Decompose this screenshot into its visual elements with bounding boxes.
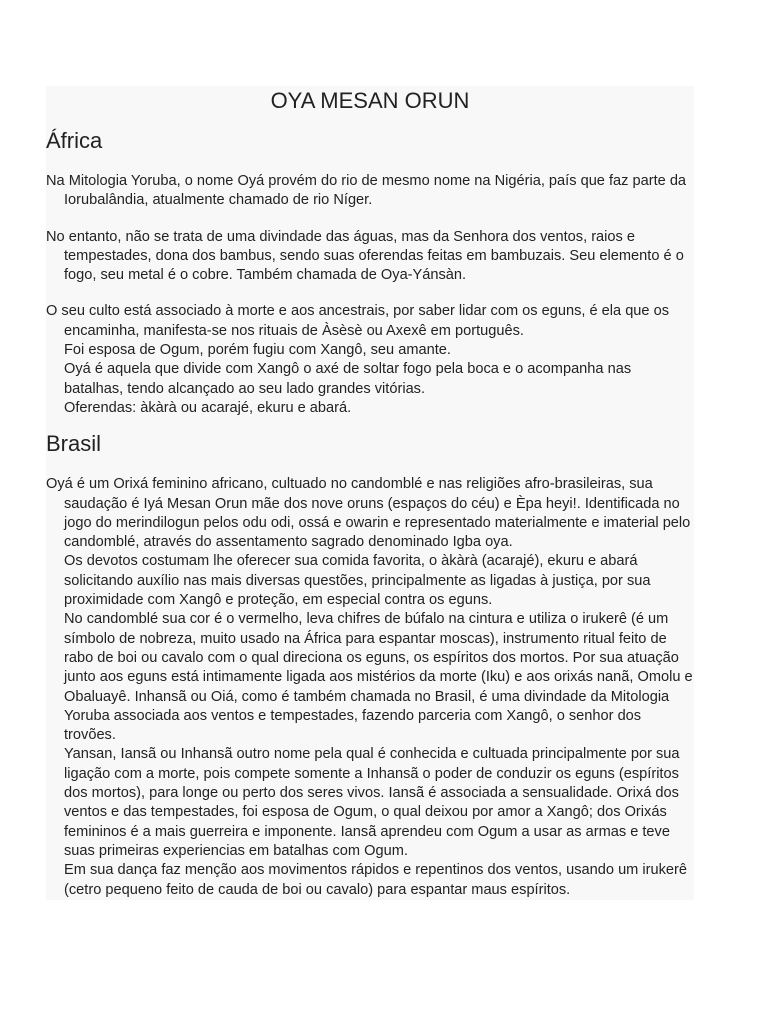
- africa-paragraph-3: [46, 302, 694, 418]
- africa-paragraph-2: No entanto, não se trata de uma divindade das águas, mas da Senhora dos ventos, raios e tempestades, dona dos bambus, sendo suas oferendas feitas em bambuzais. Seu elemento é o fogo, seu metal é o cobre. Também chamada de Oya-Yánsàn.: [46, 228, 684, 284]
- brasil-paragraph-line-4: Yansan, Iansã ou Inhansã outro nome pela qual é conhecida e cultuada principalmente por sua ligação com a morte, pois compete somente a Inhansã o poder de conduzir os eguns (espíritos dos mortos), para longe ou perto dos seres vivos. Iansã é associada a sensualidade. Orixá dos ventos e das tempestades, foi esposa de Ogum, o qual deixou por amor a Xangô; dos Orixás femininos é a mais guerreira e imponente. Iansã aprendeu com Ogum a usar as armas e teve suas primeiras experiencias em batalhas com Ogum.: [64, 746, 680, 859]
- africa-paragraph-3-line-4: Oferendas: àkàrà ou acarajé, ekuru e abará.: [64, 399, 352, 416]
- page-title: OYA MESAN ORUN: [270, 88, 470, 113]
- africa-paragraph-3-line-3: Oyá é aquela que divide com Xangô o axé de soltar fogo pela boca e o acompanha nas batalhas, tendo alcançado ao seu lado grandes vitórias.: [64, 361, 632, 397]
- africa-paragraph-3-line-2: Foi esposa de Ogum, porém fugiu com Xangô, seu amante.: [64, 342, 451, 359]
- document-page: [46, 86, 694, 900]
- africa-paragraph-3-line-1: O seu culto está associado à morte e aos ancestrais, por saber lidar com os eguns, é ela que os encaminha, manifesta-se nos rituais de Àsèsè ou Axexê em português.: [46, 303, 670, 339]
- brasil-paragraph-line-2: Os devotos costumam lhe oferecer sua comida favorita, o àkàrà (acarajé), ekuru e abará solicitando auxílio nas mais diversas questões, principalmente as ligadas à justiça, por sua proximidade com Xangô e proteção, em especial contra os eguns.: [64, 553, 651, 609]
- brasil-paragraph-line-5: Em sua dança faz menção aos movimentos rápidos e repentinos dos ventos, usando um irukerê (cetro pequeno feito de cauda de boi ou cavalo) para espantar maus espíritos.: [64, 862, 688, 898]
- brasil-paragraph-line-3: No candomblé sua cor é o vermelho, leva chifres de búfalo na cintura e utiliza o irukerê (é um símbolo de nobreza, muito usado na África para espantar moscas), instrumento ritual feito de rabo de boi ou cavalo com o qual direciona os eguns, os espíritos dos mortos. Por sua atuação junto aos eguns está intimamente ligada aos mistérios da morte (Iku) e aos orixás nanã, Omolu e Obaluayê. Inhansã ou Oiá, como é também chamada no Brasil, é uma divindade da Mitologia Yoruba associada aos ventos e tempestades, fazendo parceria com Xangô, o senhor dos trovões.: [64, 611, 693, 744]
- brasil-paragraph: [46, 475, 694, 900]
- section-heading-brasil: Brasil: [46, 431, 102, 457]
- africa-paragraph-1: Na Mitologia Yoruba, o nome Oyá provém do rio de mesmo nome na Nigéria, país que faz parte da Iorubalândia, atualmente chamado de rio Níger.: [46, 173, 687, 209]
- brasil-paragraph-line-1: Oyá é um Orixá feminino africano, cultuado no candomblé e nas religiões afro-brasileiras, sua saudação é Iyá Mesan Orun mãe dos nove oruns (espaços do céu) e Èpa heyi!. Identificada no jogo do merindilogun pelos odu odi, ossá e owarin e representado materialmente e imaterial pelo candomblé, através do assentamento sagrado denominado Igba oya.: [46, 476, 691, 551]
- section-heading-africa: África: [46, 128, 103, 153]
